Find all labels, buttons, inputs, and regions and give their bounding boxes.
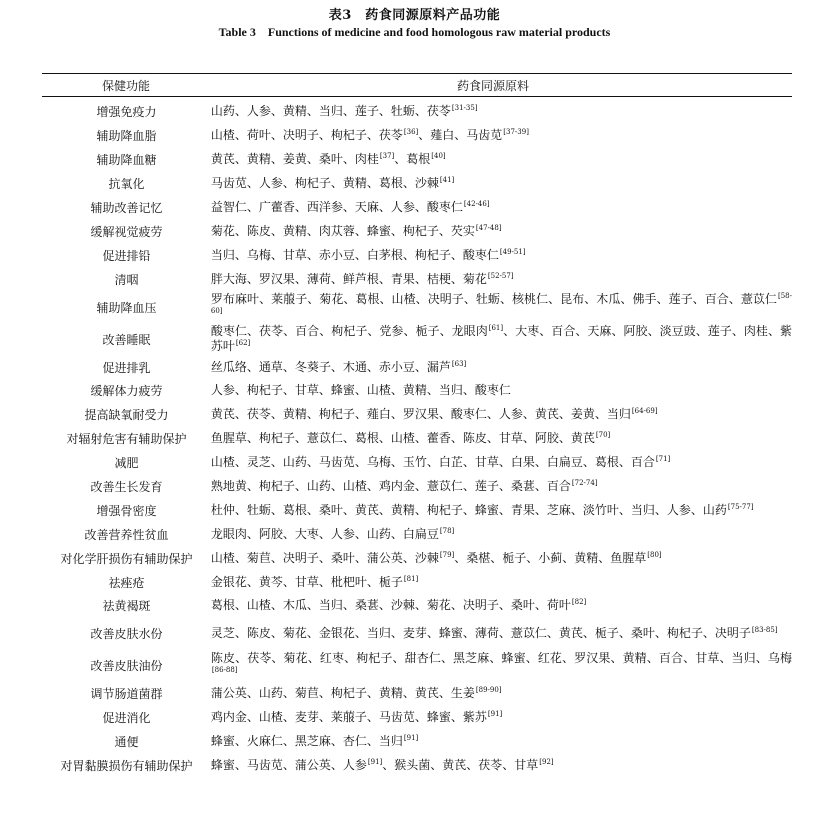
- materials-text: 葛根、山楂、木瓜、当归、桑葚、沙棘、菊花、决明子、桑叶、荷叶: [210, 598, 571, 613]
- table-row: [42, 706, 792, 730]
- table-row: [42, 291, 792, 323]
- health-function-cell: 改善生长发育: [90, 480, 163, 495]
- raw-materials-cell: [211, 403, 792, 427]
- raw-materials-cell: [211, 243, 792, 267]
- health-function-cell: 对辐射危害有辅助保护: [66, 432, 187, 447]
- health-function-cell: 祛痤疮: [108, 575, 145, 590]
- health-function-cell: 通便: [114, 735, 139, 750]
- raw-materials-cell: [211, 570, 792, 594]
- health-function-cell: 改善皮肤水份: [90, 627, 163, 642]
- table-row: [42, 267, 792, 291]
- table-row: [42, 403, 792, 427]
- reference-marker: [31-35]: [451, 104, 478, 113]
- table-row: [42, 730, 792, 754]
- reference-marker: [61]: [488, 324, 504, 333]
- reference-marker: [42-46]: [463, 200, 490, 208]
- table-row: [42, 124, 792, 148]
- health-function-cell: 缓解体力疲劳: [90, 384, 163, 399]
- raw-materials-cell: [211, 148, 792, 172]
- health-function-cell: 辅助降血压: [96, 300, 157, 315]
- reference-marker: [40]: [431, 152, 446, 161]
- table-row: [42, 650, 792, 682]
- raw-materials-cell: [211, 594, 792, 618]
- reference-marker: [82]: [571, 598, 587, 607]
- table-row: [42, 594, 792, 618]
- health-function-cell: 辅助降血糖: [96, 153, 157, 168]
- table-title-en: Table 3 Functions of medicine and food homologous raw material products: [218, 25, 611, 39]
- raw-materials-cell: [211, 475, 792, 499]
- materials-text: 菊花、陈皮、黄精、肉苁蓉、蜂蜜、枸杞子、芡实: [210, 223, 475, 238]
- reference-marker: [71]: [655, 455, 671, 464]
- raw-materials-cell: [211, 427, 792, 451]
- materials-text: 蜂蜜、马齿苋、蒲公英、人参: [210, 758, 367, 773]
- materials-text: 鱼腥草、枸杞子、薏苡仁、葛根、山楂、藿香、陈皮、甘草、阿胶、黄芪: [210, 431, 595, 446]
- reference-marker: [52-57]: [487, 271, 514, 280]
- raw-materials-cell: [211, 754, 792, 778]
- raw-materials-cell: [211, 267, 792, 291]
- health-function-cell: 缓解视觉疲劳: [90, 224, 163, 239]
- raw-materials-cell: [211, 730, 792, 754]
- reference-marker: [78]: [439, 526, 455, 535]
- reference-marker: [91]: [487, 710, 503, 719]
- table-row: [42, 427, 792, 451]
- reference-marker: [47-48]: [475, 223, 502, 232]
- raw-materials-cell: [211, 379, 792, 403]
- raw-materials-cell: [211, 682, 792, 706]
- health-function-cell: 祛黄褐斑: [102, 599, 151, 614]
- materials-text: 灵芝、陈皮、菊花、金银花、当归、麦芽、蜂蜜、薄荷、薏苡仁、黄芪、栀子、桑叶、枸杞子、决明子: [210, 626, 751, 641]
- reference-marker: [37]: [379, 152, 395, 161]
- table-row: [42, 323, 792, 355]
- raw-materials-cell: [211, 291, 792, 323]
- materials-text: 黄芪、黄精、姜黄、桑叶、肉桂: [210, 152, 379, 167]
- raw-materials-cell: [211, 100, 792, 124]
- table-row: [42, 498, 792, 522]
- health-function-cell: 增强骨密度: [96, 503, 157, 518]
- materials-text: 山楂、灵芝、山药、马齿苋、乌梅、玉竹、白芷、甘草、白果、白扁豆、葛根、百合: [210, 455, 655, 470]
- health-function-cell: 促进消化: [102, 711, 151, 726]
- health-function-cell: 调节肠道菌群: [90, 687, 163, 702]
- materials-text: 、薤白、马齿苋: [418, 128, 503, 143]
- health-function-cell: 减肥: [114, 456, 139, 471]
- reference-marker: [86-88]: [211, 665, 238, 674]
- table-row: [42, 546, 792, 570]
- reference-marker: [41]: [439, 176, 455, 185]
- materials-text: 山楂、荷叶、决明子、枸杞子、茯苓: [210, 128, 403, 143]
- table-row: [42, 618, 792, 650]
- reference-marker: [64-69]: [631, 407, 658, 416]
- materials-text: 蒲公英、山药、菊苣、枸杞子、黄精、黄芪、生姜: [210, 686, 475, 701]
- health-function-cell: 改善皮肤油份: [90, 659, 163, 674]
- raw-materials-cell: [211, 618, 792, 650]
- reference-marker: [62]: [235, 339, 251, 348]
- functions-table: [42, 100, 792, 777]
- reference-marker: [81]: [403, 574, 419, 583]
- reference-marker: [80]: [647, 550, 662, 559]
- health-function-cell: 增强免疫力: [96, 105, 157, 120]
- materials-text: 丝瓜络、通草、冬葵子、木通、赤小豆、漏芦: [210, 359, 451, 374]
- health-function-cell: 改善营养性贫血: [84, 527, 169, 542]
- health-function-cell: 对化学肝损伤有辅助保护: [60, 551, 193, 566]
- materials-text: 、葛根: [394, 152, 431, 167]
- materials-text: 金银花、黄芩、甘草、枇杷叶、栀子: [210, 574, 403, 589]
- table-row: [42, 754, 792, 778]
- table-row: [42, 100, 792, 124]
- health-function-cell: 提高缺氧耐受力: [84, 408, 169, 423]
- materials-text: 鸡内金、山楂、麦芽、莱菔子、马齿苋、蜂蜜、紫苏: [210, 710, 487, 725]
- table-row: [42, 682, 792, 706]
- table-row: [42, 148, 792, 172]
- column-header-materials: 药食同源原料: [456, 79, 529, 93]
- table-row: [42, 522, 792, 546]
- materials-text: 人参、枸杞子、甘草、蜂蜜、山楂、黄精、当归、酸枣仁: [210, 383, 511, 398]
- materials-text: 山楂、菊苣、决明子、桑叶、蒲公英、沙棘: [210, 550, 439, 565]
- raw-materials-cell: [211, 219, 792, 243]
- reference-marker: [37-39]: [503, 128, 529, 137]
- health-function-cell: 辅助改善记忆: [90, 201, 163, 215]
- table-row: [42, 451, 792, 475]
- table-row: [42, 475, 792, 499]
- materials-text: 马齿苋、人参、枸杞子、黄精、葛根、沙棘: [210, 176, 439, 191]
- raw-materials-cell: [211, 172, 792, 196]
- materials-text: 、猴头菌、黄芪、茯苓、甘草: [382, 758, 539, 773]
- table-row: [42, 243, 792, 267]
- reference-marker: [91]: [367, 758, 383, 767]
- raw-materials-cell: [211, 451, 792, 475]
- reference-marker: [79]: [439, 550, 455, 559]
- raw-materials-cell: [211, 522, 792, 546]
- reference-marker: [72-74]: [571, 479, 598, 488]
- raw-materials-cell: [211, 546, 792, 570]
- raw-materials-cell: [211, 355, 792, 379]
- materials-text: 当归、乌梅、甘草、赤小豆、白茅根、枸杞子、酸枣仁: [210, 247, 499, 262]
- reference-marker: [58-60]: [210, 292, 792, 316]
- health-function-cell: 辅助降血脂: [96, 129, 157, 144]
- reference-marker: [70]: [595, 431, 611, 440]
- health-function-cell: 抗氧化: [108, 177, 145, 192]
- table-title-cn: 表3 药食同源原料产品功能: [328, 8, 501, 23]
- health-function-cell: 改善睡眠: [102, 332, 151, 347]
- health-function-cell: 对胃黏膜损伤有辅助保护: [60, 759, 193, 774]
- table-row: [42, 570, 792, 594]
- reference-marker: [63]: [451, 359, 467, 368]
- health-function-cell: 清咽: [114, 272, 139, 287]
- reference-marker: [49-51]: [499, 247, 526, 256]
- materials-text: 罗布麻叶、莱菔子、菊花、葛根、山楂、决明子、牡蛎、核桃仁、昆布、木瓜、佛手、莲子、百合、薏苡仁: [210, 292, 777, 307]
- reference-marker: [75-77]: [727, 502, 754, 511]
- top-rule: [42, 73, 792, 74]
- table-row: [42, 219, 792, 243]
- materials-text: 胖大海、罗汉果、薄荷、鲜芦根、青果、桔梗、菊花: [210, 271, 487, 286]
- materials-text: 黄芪、茯苓、黄精、枸杞子、薤白、罗汉果、酸枣仁、人参、黄芪、姜黄、当归: [210, 407, 631, 422]
- materials-text: 益智仁、广藿香、西洋参、天麻、人参、酸枣仁: [210, 200, 463, 214]
- reference-marker: [92]: [539, 758, 554, 767]
- reference-marker: [83-85]: [751, 626, 778, 635]
- materials-text: 熟地黄、枸杞子、山药、山楂、鸡内金、薏苡仁、莲子、桑葚、百合: [210, 479, 571, 494]
- health-function-cell: 促进排铅: [102, 248, 151, 263]
- reference-marker: [91]: [403, 734, 419, 743]
- materials-text: 龙眼肉、阿胶、大枣、人参、山药、白扁豆: [210, 526, 439, 541]
- materials-text: 、大枣、百合、天麻、阿胶、淡豆豉、莲子、肉桂、紫苏叶: [210, 324, 792, 354]
- materials-text: 陈皮、茯苓、菊花、红枣、枸杞子、甜杏仁、黑芝麻、蜂蜜、红花、罗汉果、黄精、百合、甘草、当归、乌梅: [210, 650, 792, 665]
- health-function-cell: 促进排乳: [102, 360, 151, 375]
- materials-text: 蜂蜜、火麻仁、黑芝麻、杏仁、当归: [210, 734, 403, 749]
- table-row: [42, 172, 792, 196]
- materials-text: 山药、人参、黄精、当归、莲子、牡蛎、茯苓: [210, 104, 451, 119]
- materials-text: 酸枣仁、茯苓、百合、枸杞子、党参、栀子、龙眼肉: [210, 324, 488, 339]
- table-row: [42, 355, 792, 379]
- raw-materials-cell: [211, 124, 792, 148]
- materials-text: 杜仲、牡蛎、葛根、桑叶、黄芪、黄精、枸杞子、蜂蜜、青果、芝麻、淡竹叶、当归、人参、山药: [210, 502, 727, 517]
- header-rule: [42, 96, 792, 97]
- raw-materials-cell: [211, 650, 792, 682]
- raw-materials-cell: [211, 498, 792, 522]
- table-row: [42, 196, 792, 220]
- raw-materials-cell: [211, 196, 792, 220]
- reference-marker: [36]: [403, 128, 419, 137]
- materials-text: 、桑椹、栀子、小蓟、黄精、鱼腥草: [454, 550, 647, 565]
- raw-materials-cell: [211, 706, 792, 730]
- table-row: [42, 379, 792, 403]
- raw-materials-cell: [211, 323, 792, 355]
- reference-marker: [89-90]: [475, 686, 502, 695]
- column-header-function: 保健功能: [101, 79, 150, 93]
